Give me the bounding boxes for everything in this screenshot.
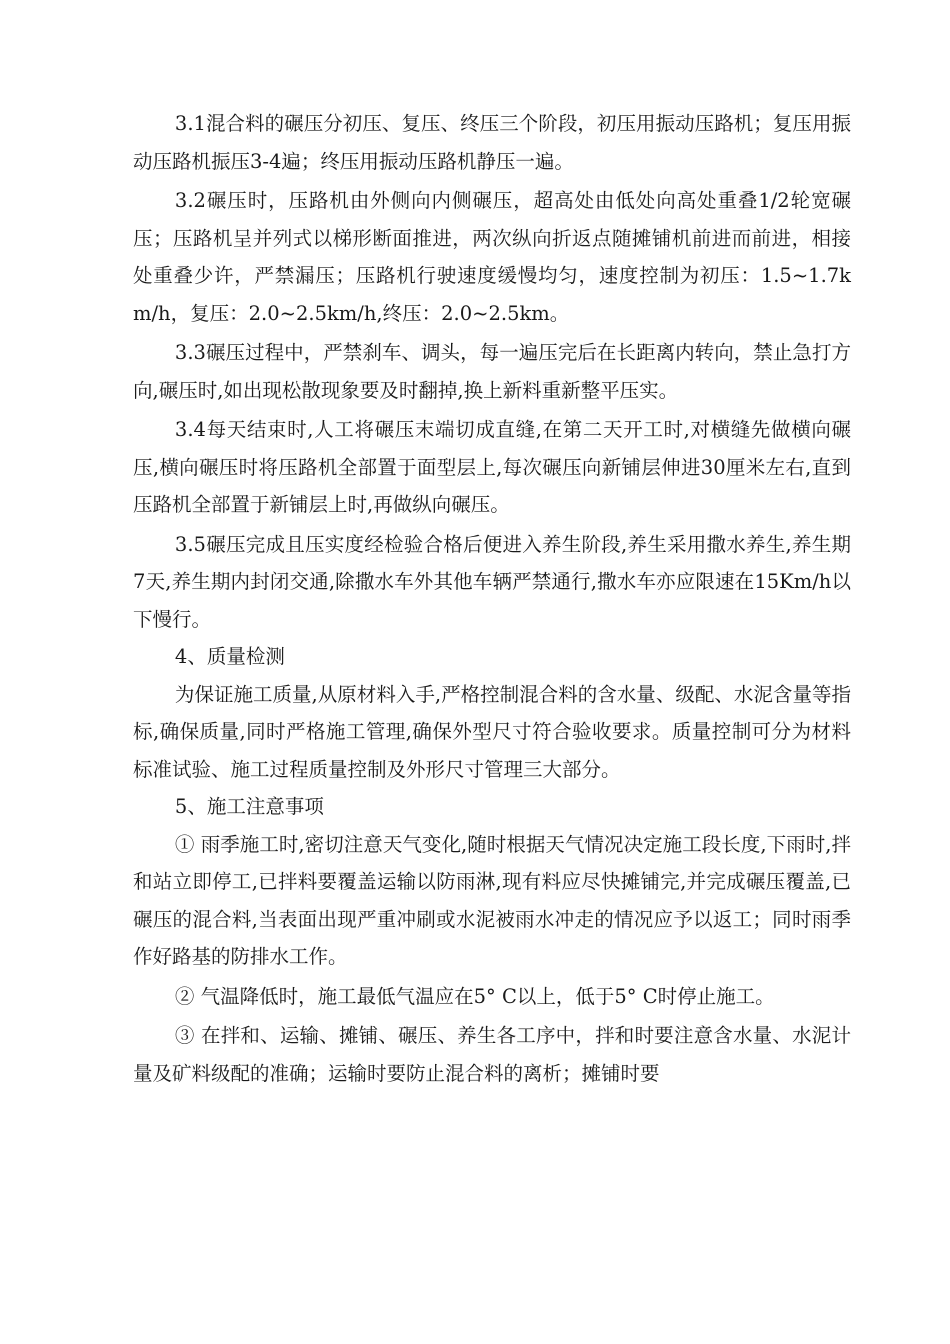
- paragraph-note-2: ② 气温降低时，施工最低气温应在5° C以上，低于5° C时停止施工。: [174, 984, 775, 1008]
- paragraph-quality: 为保证施工质量,从原材料入手,严格控制混合料的含水量、级配、水泥含量等指标,确保质量,同时严格施工管理,确保外型尺寸符合验收要求。质量控制可分为材料标准试验、施工过程质量控制及外形尺寸管理三大部分。: [133, 682, 851, 781]
- paragraph-3-4: 3.4每天结束时,人工将碾压末端切成直缝,在第二天开工时,对横缝先做横向碾压,横向碾压时将压路机全部置于面型层上,每次碾压向新铺层伸进30厘米左右,直到压路机全部置于新铺层上时,再做纵向碾压。: [133, 418, 851, 516]
- paragraph-note-3: ③ 在拌和、运输、摊铺、碾压、养生各工序中，拌和时要注意含水量、水泥计量及矿料级配的准确；运输时要防止混合料的离析；摊铺时要: [133, 1024, 851, 1085]
- document-body: [133, 105, 851, 1092]
- paragraph-3-3: 3.3碾压过程中，严禁刹车、调头，每一遍压完后在长距离内转向，禁止急打方向,碾压时,如出现松散现象要及时翻掉,换上新料重新整平压实。: [133, 341, 851, 402]
- paragraph-note-1: ① 雨季施工时,密切注意天气变化,随时根据天气情况决定施工段长度,下雨时,拌和站立即停工,已拌料要覆盖运输以防雨淋,现有料应尽快摊铺完,并完成碾压覆盖,已碾压的混合料,当表面出现严重冲刷或水泥被雨水冲走的情况应予以返工；同时雨季作好路基的防排水工作。: [133, 832, 851, 968]
- paragraph-3-5: 3.5碾压完成且压实度经检验合格后便进入养生阶段,养生采用撒水养生,养生期7天,养生期内封闭交通,除撒水车外其他车辆严禁通行,撒水车亦应限速在15Km/h以下慢行。: [133, 532, 851, 631]
- section-heading-notes: 5、施工注意事项: [174, 795, 324, 818]
- paragraph-3-1: 3.1混合料的碾压分初压、复压、终压三个阶段，初压用振动压路机；复压用振动压路机振压3-4遍；终压用振动压路机静压一遍。: [133, 112, 851, 173]
- paragraph-3-2: 3.2碾压时，压路机由外侧向内侧碾压，超高处由低处向高处重叠1/2轮宽碾压；压路机呈并列式以梯形断面推进，两次纵向折返点随摊铺机前进而前进，相接处重叠少许，严禁漏压；压路机行驶速度缓慢均匀，速度控制为初压：1.5~1.7km/h，复压：2.0~2.5km/h,终压：2.0~2.5km。: [133, 189, 851, 325]
- section-heading-quality: 4、质量检测: [174, 645, 285, 668]
